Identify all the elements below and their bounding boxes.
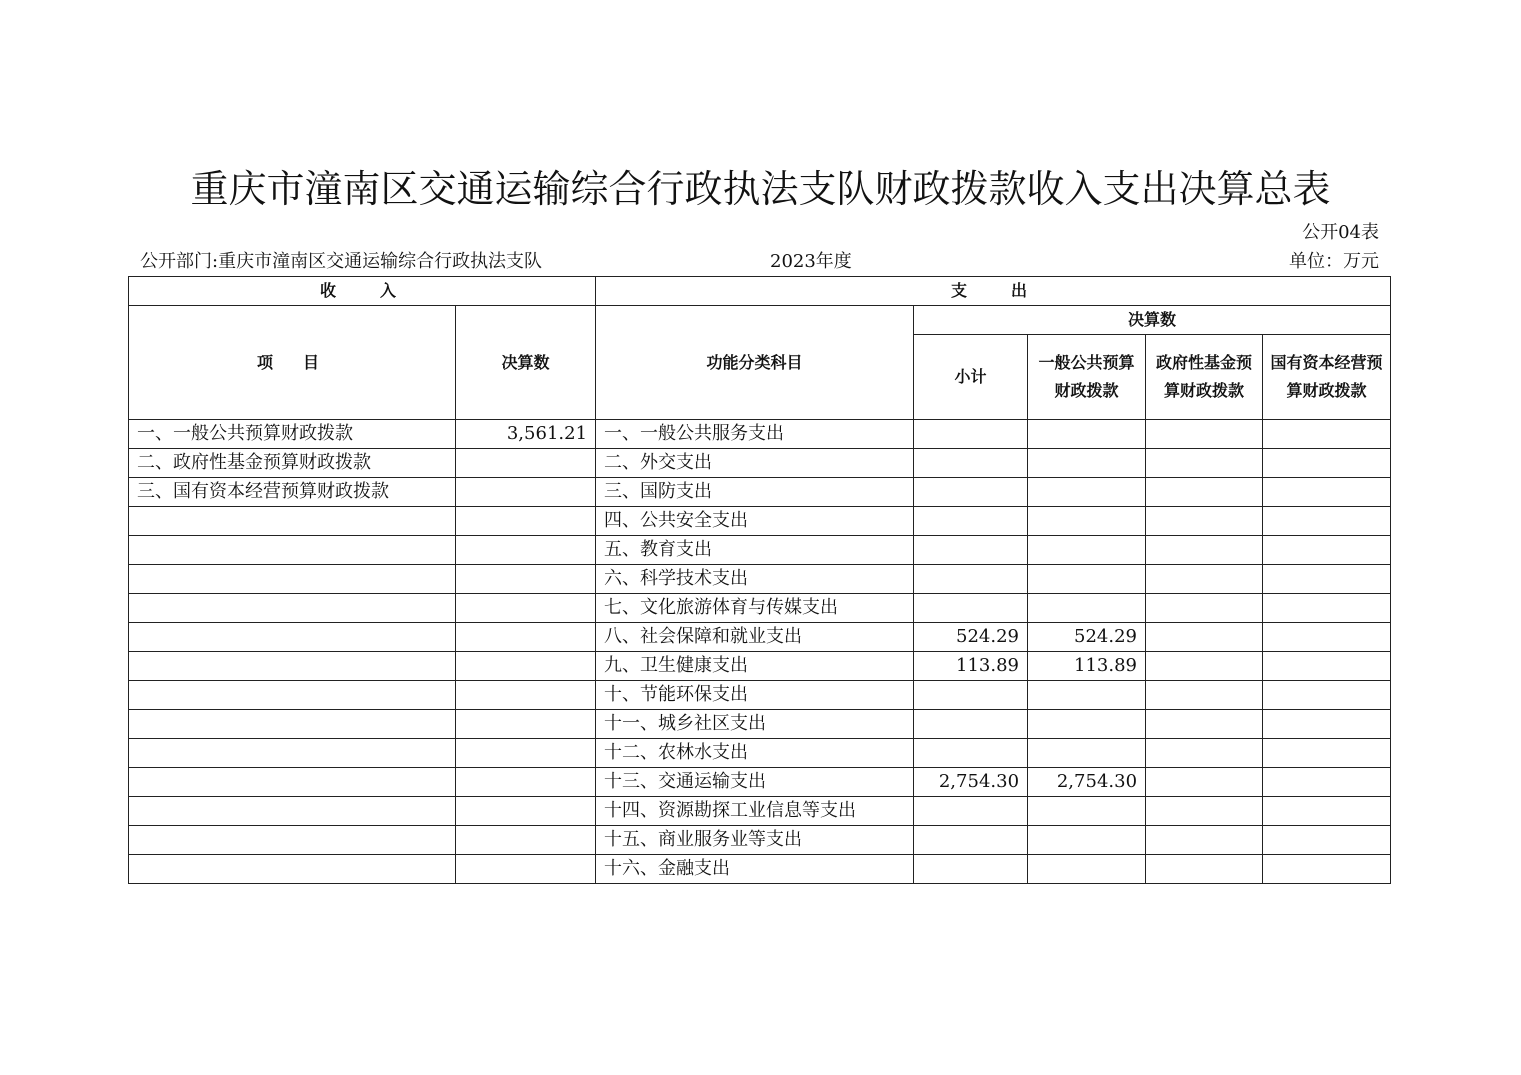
- income-amount-cell: [456, 739, 596, 768]
- general-budget-cell: [1028, 681, 1146, 710]
- general-budget-cell: [1028, 507, 1146, 536]
- subtotal-cell: [914, 797, 1028, 826]
- state-capital-cell: [1263, 652, 1391, 681]
- gov-fund-cell: [1146, 536, 1263, 565]
- income-item-cell: [129, 797, 456, 826]
- state-capital-cell: [1263, 797, 1391, 826]
- table-row: [129, 681, 1391, 710]
- state-capital-cell: [1263, 594, 1391, 623]
- expense-item-cell: 十二、农林水支出: [596, 739, 914, 768]
- gov-fund-cell: [1146, 797, 1263, 826]
- income-amount-cell: [456, 623, 596, 652]
- table-row: [129, 710, 1391, 739]
- income-item-cell: [129, 710, 456, 739]
- subtotal-cell: [914, 478, 1028, 507]
- income-amount-cell: [456, 565, 596, 594]
- general-budget-cell: 113.89: [1028, 652, 1146, 681]
- general-budget-cell: [1028, 594, 1146, 623]
- department-label: 公开部门:重庆市潼南区交通运输综合行政执法支队: [140, 251, 543, 272]
- general-budget-cell: [1028, 797, 1146, 826]
- general-budget-cell: [1028, 855, 1146, 884]
- table-row: [129, 855, 1391, 884]
- page-title: 重庆市潼南区交通运输综合行政执法支队财政拨款收入支出决算总表: [190, 167, 1331, 211]
- state-capital-cell: [1263, 739, 1391, 768]
- table-row: [129, 507, 1391, 536]
- gov-fund-cell: [1146, 652, 1263, 681]
- table-row: [129, 826, 1391, 855]
- gov-fund-cell: [1146, 594, 1263, 623]
- income-item-cell: [129, 739, 456, 768]
- income-amount-cell: [456, 478, 596, 507]
- amount-header: 决算数: [456, 306, 596, 420]
- expense-item-cell: 八、社会保障和就业支出: [596, 623, 914, 652]
- income-amount-cell: [456, 594, 596, 623]
- income-amount-cell: [456, 855, 596, 884]
- income-amount-cell: 3,561.21: [456, 420, 596, 449]
- table-row: [129, 565, 1391, 594]
- expense-item-cell: 十、节能环保支出: [596, 681, 914, 710]
- gov-fund-cell: [1146, 478, 1263, 507]
- subtotal-cell: [914, 449, 1028, 478]
- subtotal-cell: [914, 594, 1028, 623]
- subtotal-cell: [914, 565, 1028, 594]
- expense-item-cell: 九、卫生健康支出: [596, 652, 914, 681]
- gov-fund-cell: [1146, 826, 1263, 855]
- income-amount-cell: [456, 710, 596, 739]
- expense-header: 支出: [596, 277, 1391, 306]
- state-capital-cell: [1263, 826, 1391, 855]
- table-row: [129, 739, 1391, 768]
- expense-item-cell: 十四、资源勘探工业信息等支出: [596, 797, 914, 826]
- gov-fund-cell: [1146, 449, 1263, 478]
- table-row: [129, 420, 1391, 449]
- unit-label: 单位：万元: [1289, 251, 1379, 272]
- state-capital-cell: [1263, 855, 1391, 884]
- header-row-1: [129, 277, 1391, 306]
- subtotal-cell: 113.89: [914, 652, 1028, 681]
- general-budget-cell: [1028, 739, 1146, 768]
- gov-fund-cell: [1146, 710, 1263, 739]
- income-amount-cell: [456, 681, 596, 710]
- table-row: [129, 768, 1391, 797]
- income-item-cell: [129, 652, 456, 681]
- gov-fund-cell: [1146, 681, 1263, 710]
- item-header: 项目: [129, 306, 456, 420]
- expense-item-cell: 十一、城乡社区支出: [596, 710, 914, 739]
- income-amount-cell: [456, 652, 596, 681]
- state-capital-header: 国有资本经营预算财政拨款: [1263, 335, 1391, 420]
- fiscal-year: 2023年度: [770, 251, 852, 272]
- expense-item-cell: 十六、金融支出: [596, 855, 914, 884]
- state-capital-cell: [1263, 420, 1391, 449]
- income-item-cell: [129, 507, 456, 536]
- state-capital-cell: [1263, 623, 1391, 652]
- income-item-cell: 三、国有资本经营预算财政拨款: [129, 478, 456, 507]
- income-amount-cell: [456, 797, 596, 826]
- general-budget-cell: [1028, 449, 1146, 478]
- state-capital-cell: [1263, 507, 1391, 536]
- subtotal-cell: [914, 739, 1028, 768]
- subtotal-cell: 2,754.30: [914, 768, 1028, 797]
- income-item-cell: [129, 623, 456, 652]
- table-row: [129, 536, 1391, 565]
- subtotal-cell: [914, 420, 1028, 449]
- income-item-cell: [129, 855, 456, 884]
- expense-item-cell: 二、外交支出: [596, 449, 914, 478]
- state-capital-cell: [1263, 681, 1391, 710]
- general-budget-cell: [1028, 710, 1146, 739]
- income-amount-cell: [456, 768, 596, 797]
- income-item-cell: 二、政府性基金预算财政拨款: [129, 449, 456, 478]
- final-amount-header: 决算数: [914, 306, 1391, 335]
- table-row: [129, 652, 1391, 681]
- gov-fund-cell: [1146, 507, 1263, 536]
- subtotal-cell: [914, 536, 1028, 565]
- income-item-cell: [129, 536, 456, 565]
- state-capital-cell: [1263, 768, 1391, 797]
- general-budget-cell: [1028, 420, 1146, 449]
- subtotal-cell: [914, 826, 1028, 855]
- general-budget-cell: [1028, 826, 1146, 855]
- income-item-cell: [129, 826, 456, 855]
- general-budget-cell: [1028, 536, 1146, 565]
- table-row: [129, 623, 1391, 652]
- general-budget-cell: 524.29: [1028, 623, 1146, 652]
- income-amount-cell: [456, 507, 596, 536]
- state-capital-cell: [1263, 449, 1391, 478]
- general-budget-header: 一般公共预算财政拨款: [1028, 335, 1146, 420]
- general-budget-cell: [1028, 565, 1146, 594]
- table-row: [129, 478, 1391, 507]
- expense-item-cell: 五、教育支出: [596, 536, 914, 565]
- income-amount-cell: [456, 449, 596, 478]
- gov-fund-cell: [1146, 855, 1263, 884]
- table-row: [129, 797, 1391, 826]
- gov-fund-cell: [1146, 565, 1263, 594]
- expense-item-cell: 六、科学技术支出: [596, 565, 914, 594]
- expense-item-cell: 十三、交通运输支出: [596, 768, 914, 797]
- function-category-header: 功能分类科目: [596, 306, 914, 420]
- gov-fund-cell: [1146, 739, 1263, 768]
- subtotal-cell: [914, 681, 1028, 710]
- subtotal-cell: [914, 710, 1028, 739]
- budget-table: [128, 276, 1391, 884]
- income-item-cell: [129, 681, 456, 710]
- gov-fund-header: 政府性基金预算财政拨款: [1146, 335, 1263, 420]
- gov-fund-cell: [1146, 420, 1263, 449]
- general-budget-cell: [1028, 478, 1146, 507]
- income-item-cell: [129, 565, 456, 594]
- state-capital-cell: [1263, 710, 1391, 739]
- state-capital-cell: [1263, 478, 1391, 507]
- subtotal-cell: [914, 855, 1028, 884]
- income-header: 收入: [129, 277, 596, 306]
- expense-item-cell: 七、文化旅游体育与传媒支出: [596, 594, 914, 623]
- subtotal-cell: 524.29: [914, 623, 1028, 652]
- income-item-cell: [129, 768, 456, 797]
- header-row-2: [129, 306, 1391, 335]
- expense-item-cell: 一、一般公共服务支出: [596, 420, 914, 449]
- gov-fund-cell: [1146, 768, 1263, 797]
- subtotal-cell: [914, 507, 1028, 536]
- state-capital-cell: [1263, 536, 1391, 565]
- form-number: 公开04表: [1302, 222, 1379, 243]
- general-budget-cell: 2,754.30: [1028, 768, 1146, 797]
- table-row: [129, 449, 1391, 478]
- income-amount-cell: [456, 826, 596, 855]
- subtotal-header: 小计: [914, 335, 1028, 420]
- expense-item-cell: 十五、商业服务业等支出: [596, 826, 914, 855]
- expense-item-cell: 四、公共安全支出: [596, 507, 914, 536]
- gov-fund-cell: [1146, 623, 1263, 652]
- table-row: [129, 594, 1391, 623]
- state-capital-cell: [1263, 565, 1391, 594]
- income-amount-cell: [456, 536, 596, 565]
- expense-item-cell: 三、国防支出: [596, 478, 914, 507]
- income-item-cell: 一、一般公共预算财政拨款: [129, 420, 456, 449]
- income-item-cell: [129, 594, 456, 623]
